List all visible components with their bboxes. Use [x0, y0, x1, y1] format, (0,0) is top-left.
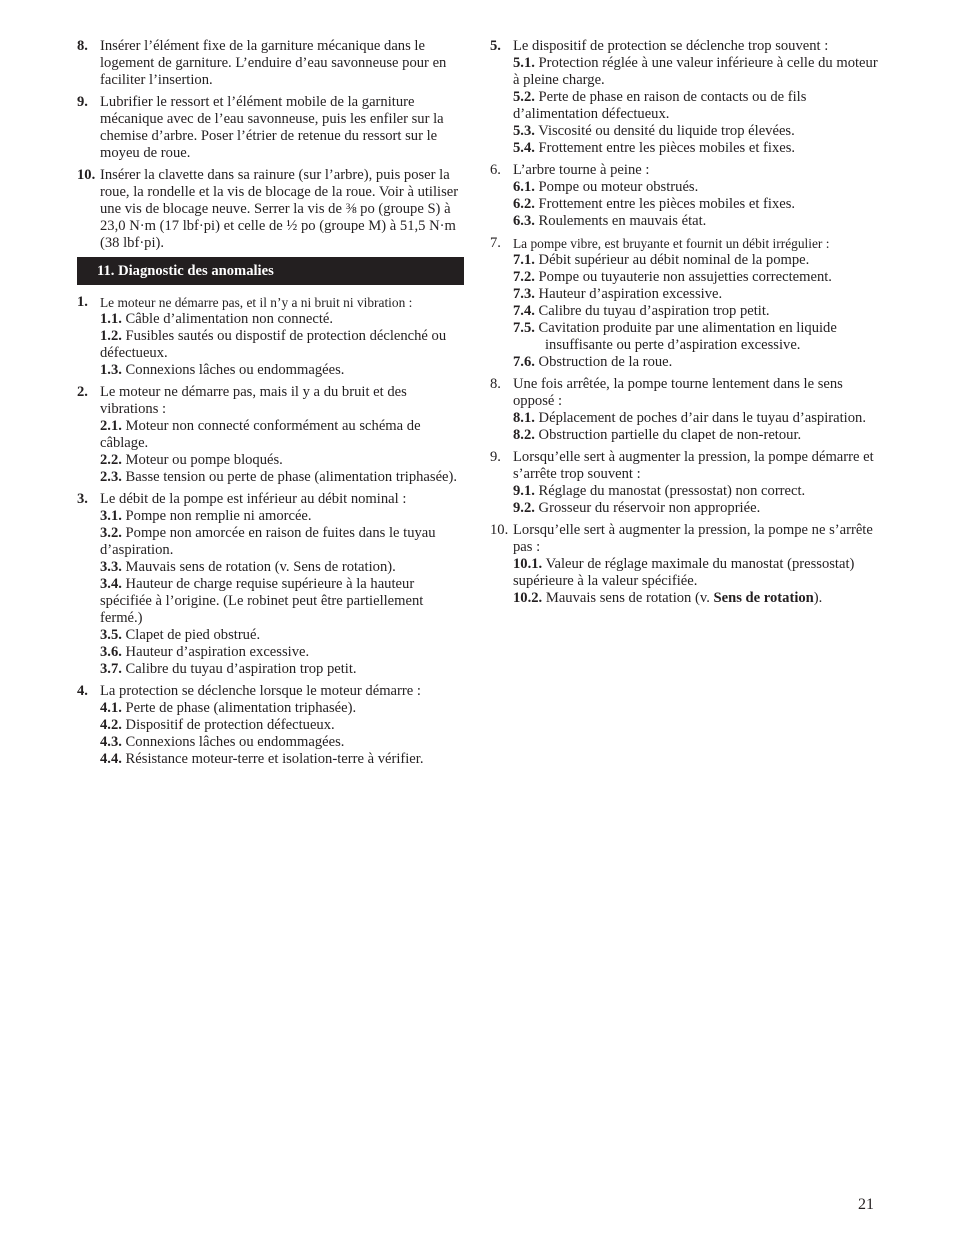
sub-number: 3.3.: [100, 559, 122, 575]
item-intro: Le débit de la pompe est inférieur au débit nominal :: [100, 491, 407, 507]
sub-number: 6.2.: [513, 196, 535, 212]
sub-item: [100, 328, 464, 362]
cross-reference: Sens de rotation: [713, 590, 814, 606]
sub-number: 3.1.: [100, 508, 122, 524]
sub-item: [100, 452, 464, 469]
sub-number: 8.1.: [513, 410, 535, 426]
sub-number: 9.2.: [513, 500, 535, 516]
sub-item: [100, 362, 464, 379]
diagnostic-item-9: [490, 449, 882, 517]
diagnostic-item-8: [490, 376, 882, 444]
sub-item: [513, 410, 882, 427]
sub-text: Protection réglée à une valeur inférieure à celle du moteur à pleine charge.: [513, 55, 878, 88]
item-number: 4.: [77, 683, 88, 699]
item-number: 7.: [490, 235, 501, 251]
sub-text: Réglage du manostat (pressostat) non correct.: [538, 483, 806, 499]
step-text: Insérer la clavette dans sa rainure (sur l’arbre), puis poser la roue, la rondelle et la vis de blocage de la roue. Voir à utiliser une vis de blocage neuve. Serrer la vis de ⅜ po (groupe S) à 23,0 N·m (17 lbf·pi) et celle de ½ po (groupe M) à 51,5 N·m (38 lbf·pi).: [100, 167, 459, 251]
diagnostic-item-3: [77, 491, 464, 678]
install-step-10: [77, 167, 464, 252]
sub-text-end: ).: [813, 590, 823, 606]
sub-text: Obstruction de la roue.: [538, 354, 673, 370]
sub-number: 6.3.: [513, 213, 535, 229]
sub-text: Hauteur d’aspiration excessive.: [125, 644, 310, 660]
sub-text: Connexions lâches ou endommagées.: [125, 362, 345, 378]
sub-number: 2.2.: [100, 452, 122, 468]
sub-item: [100, 627, 464, 644]
sub-item: [513, 303, 882, 320]
item-intro: L’arbre tourne à peine :: [513, 162, 650, 178]
sub-text: Mauvais sens de rotation (v.: [545, 590, 714, 606]
sub-item: [513, 483, 882, 500]
sub-text: Pompe ou moteur obstrués.: [538, 179, 699, 195]
item-intro: Le moteur ne démarre pas, mais il y a du bruit et des vibrations :: [100, 384, 407, 417]
sub-text: Connexions lâches ou endommagées.: [125, 734, 345, 750]
sub-number: 3.6.: [100, 644, 122, 660]
sub-text: Moteur non connecté conformément au schéma de câblage.: [100, 418, 421, 451]
sub-item: [100, 644, 464, 661]
sub-text: Grosseur du réservoir non appropriée.: [538, 500, 761, 516]
step-number: 9.: [77, 94, 88, 110]
sub-number: 5.2.: [513, 89, 535, 105]
diagnostic-item-2: [77, 384, 464, 486]
sub-item: [513, 89, 882, 123]
page-number: 21: [858, 1196, 874, 1213]
step-text: Insérer l’élément fixe de la garniture mécanique dans le logement de garniture. L’enduire d’eau savonneuse pour en faciliter l’insertion.: [100, 38, 447, 88]
sub-number: 7.3.: [513, 286, 535, 302]
item-number: 3.: [77, 491, 88, 507]
diagnostic-item-1: [77, 294, 464, 379]
item-intro: Le moteur ne démarre pas, et il n’y a ni bruit ni vibration :: [100, 295, 413, 310]
sub-item: [513, 427, 882, 444]
sub-item: [100, 751, 464, 768]
sub-text: Hauteur d’aspiration excessive.: [538, 286, 723, 302]
install-step-8: [77, 38, 464, 89]
sub-item: [100, 311, 464, 328]
item-intro: La pompe vibre, est bruyante et fournit un débit irrégulier :: [513, 236, 830, 251]
sub-number: 2.3.: [100, 469, 122, 485]
sub-text: Pompe non amorcée en raison de fuites dans le tuyau d’aspiration.: [100, 525, 436, 558]
sub-item: [100, 734, 464, 751]
sub-item: [100, 418, 464, 452]
sub-text: Clapet de pied obstrué.: [125, 627, 261, 643]
step-number: 10.: [77, 167, 96, 183]
sub-number: 7.6.: [513, 354, 535, 370]
sub-number: 7.4.: [513, 303, 535, 319]
install-step-9: [77, 94, 464, 162]
sub-text: Perte de phase en raison de contacts ou de fils d’alimentation défectueux.: [513, 89, 807, 122]
sub-item: [513, 286, 882, 303]
item-intro: La protection se déclenche lorsque le moteur démarre :: [100, 683, 421, 699]
sub-text: Pompe non remplie ni amorcée.: [125, 508, 312, 524]
item-number: 6.: [490, 162, 501, 178]
sub-number: 4.4.: [100, 751, 122, 767]
sub-number: 8.2.: [513, 427, 535, 443]
sub-text: Dispositif de protection défectueux.: [125, 717, 335, 733]
sub-number: 3.7.: [100, 661, 122, 677]
sub-item: [513, 213, 882, 230]
sub-item: [100, 559, 464, 576]
sub-number: 7.2.: [513, 269, 535, 285]
sub-number: 4.1.: [100, 700, 122, 716]
sub-item: [513, 354, 882, 371]
sub-number: 4.3.: [100, 734, 122, 750]
sub-item: [100, 661, 464, 678]
sub-number: 10.1.: [513, 556, 543, 572]
diagnostic-item-5: [490, 38, 882, 157]
sub-text: Valeur de réglage maximale du manostat (pressostat) supérieure à la valeur spécifiée.: [513, 556, 855, 589]
diagnostic-item-4: [77, 683, 464, 768]
sub-text: Résistance moteur-terre et isolation-terre à vérifier.: [125, 751, 424, 767]
sub-item: [513, 500, 882, 517]
sub-number: 1.1.: [100, 311, 122, 327]
sub-item: [513, 590, 882, 607]
item-intro: Lorsqu’elle sert à augmenter la pression, la pompe démarre et s’arrête trop souvent :: [513, 449, 874, 482]
sub-text: Déplacement de poches d’air dans le tuyau d’aspiration.: [538, 410, 866, 426]
sub-item: [513, 320, 882, 354]
sub-text: Frottement entre les pièces mobiles et fixes.: [538, 140, 796, 156]
sub-text: Débit supérieur au débit nominal de la pompe.: [538, 252, 810, 268]
sub-text: Câble d’alimentation non connecté.: [125, 311, 334, 327]
sub-item: [513, 196, 882, 213]
sub-item: [513, 123, 882, 140]
sub-item: [100, 525, 464, 559]
sub-number: 5.1.: [513, 55, 535, 71]
sub-text: Viscosité ou densité du liquide trop élevées.: [538, 123, 795, 139]
sub-text: Roulements en mauvais état.: [538, 213, 707, 229]
sub-text: Moteur ou pompe bloqués.: [125, 452, 283, 468]
sub-number: 3.4.: [100, 576, 122, 592]
sub-item: [100, 576, 464, 627]
section-heading: 11. Diagnostic des anomalies: [77, 257, 464, 285]
sub-item: [100, 508, 464, 525]
right-column: [490, 38, 882, 612]
item-number: 9.: [490, 449, 501, 465]
sub-text: Fusibles sautés ou dispostif de protection déclenché ou défectueux.: [100, 328, 447, 361]
diagnostic-item-6: [490, 162, 882, 230]
sub-item: [513, 140, 882, 157]
sub-text: Perte de phase (alimentation triphasée).: [125, 700, 357, 716]
sub-item: [513, 179, 882, 196]
item-number: 2.: [77, 384, 88, 400]
item-number: 8.: [490, 376, 501, 392]
sub-number: 2.1.: [100, 418, 122, 434]
sub-number: 5.4.: [513, 140, 535, 156]
sub-text: Hauteur de charge requise supérieure à la hauteur spécifiée à l’origine. (Le robinet peut être partiellement fermé.): [100, 576, 424, 626]
sub-item: [513, 556, 882, 590]
sub-number: 3.5.: [100, 627, 122, 643]
item-intro: Lorsqu’elle sert à augmenter la pression, la pompe ne s’arrête pas :: [513, 522, 873, 555]
sub-number: 3.2.: [100, 525, 122, 541]
sub-number: 6.1.: [513, 179, 535, 195]
step-text: Lubrifier le ressort et l’élément mobile de la garniture mécanique avec de l’eau savonneuse, puis les enfiler sur la chemise d’arbre. Poser l’étrier de retenue du ressort sur le moyeu de roue.: [100, 94, 444, 161]
item-intro: Une fois arrêtée, la pompe tourne lentement dans le sens opposé :: [513, 376, 843, 409]
sub-text: Pompe ou tuyauterie non assujetties correctement.: [538, 269, 832, 285]
sub-item: [100, 700, 464, 717]
sub-item: [100, 469, 464, 486]
sub-item: [513, 269, 882, 286]
sub-number: 5.3.: [513, 123, 535, 139]
sub-text: Calibre du tuyau d’aspiration trop petit.: [538, 303, 770, 319]
sub-text: Basse tension ou perte de phase (alimentation triphasée).: [125, 469, 458, 485]
sub-item: [100, 717, 464, 734]
sub-number: 1.2.: [100, 328, 122, 344]
sub-item: [513, 252, 882, 269]
sub-number: 7.5.: [513, 320, 535, 336]
item-number: 1.: [77, 294, 88, 310]
diagnostic-item-10: [490, 522, 882, 607]
item-number: 5.: [490, 38, 501, 54]
step-number: 8.: [77, 38, 88, 54]
sub-item: [513, 55, 882, 89]
sub-number: 10.2.: [513, 590, 543, 606]
sub-text: Frottement entre les pièces mobiles et fixes.: [538, 196, 796, 212]
sub-text: Mauvais sens de rotation (v. Sens de rotation).: [125, 559, 396, 575]
diagnostic-item-7: [490, 235, 882, 371]
left-column: [77, 38, 464, 773]
sub-text: Obstruction partielle du clapet de non-retour.: [538, 427, 802, 443]
sub-text: Cavitation produite par une alimentation en liquide insuffisante ou perte d’aspiration excessive.: [538, 320, 837, 353]
sub-number: 1.3.: [100, 362, 122, 378]
sub-text: Calibre du tuyau d’aspiration trop petit.: [125, 661, 357, 677]
sub-number: 9.1.: [513, 483, 535, 499]
sub-number: 7.1.: [513, 252, 535, 268]
sub-number: 4.2.: [100, 717, 122, 733]
item-number: 10.: [490, 522, 509, 538]
item-intro: Le dispositif de protection se déclenche trop souvent :: [513, 38, 829, 54]
